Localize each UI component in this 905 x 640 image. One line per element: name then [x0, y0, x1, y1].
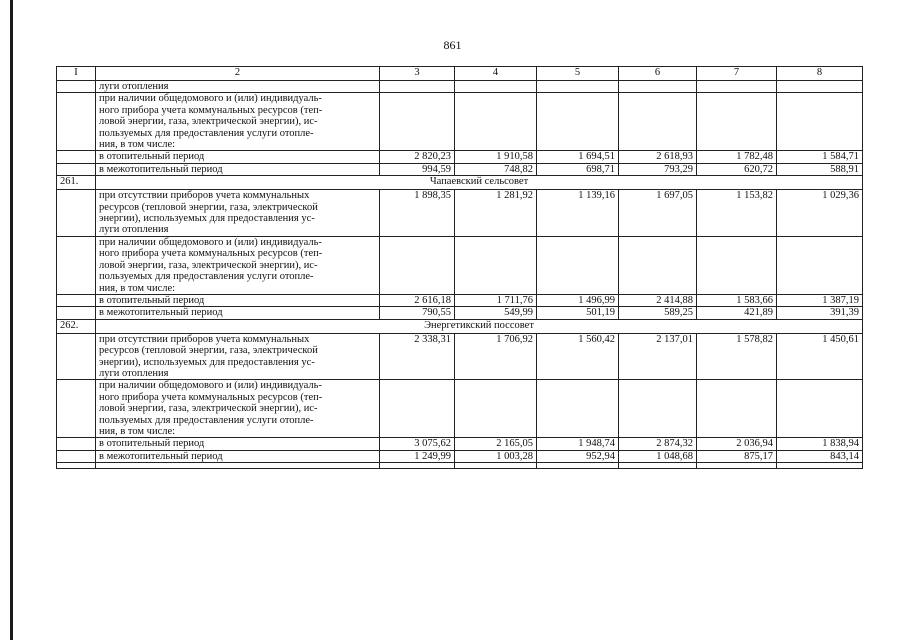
value-cell: 1 139,16 [537, 190, 619, 237]
value-cell: 2 616,18 [380, 294, 455, 306]
value-cell: 1 782,48 [697, 151, 777, 163]
value-cell: 698,71 [537, 163, 619, 175]
value-cell: 1 948,74 [537, 438, 619, 450]
value-cell: 1 697,05 [619, 190, 697, 237]
value-cell: 2 165,05 [455, 438, 537, 450]
value-cell [697, 81, 777, 93]
table-row [57, 151, 863, 163]
value-cell: 994,59 [380, 163, 455, 175]
column-header: 4 [455, 67, 537, 81]
value-cell: 421,89 [697, 307, 777, 319]
value-cell: 843,14 [777, 450, 863, 462]
row-number-cell [57, 380, 96, 438]
value-cell: 1 281,92 [455, 190, 537, 237]
row-number-cell [57, 190, 96, 237]
value-cell [777, 380, 863, 438]
value-cell [619, 93, 697, 151]
table-row [57, 163, 863, 175]
section-row [57, 176, 863, 190]
spacer-row [57, 463, 863, 469]
value-cell: 1 048,68 [619, 450, 697, 462]
value-cell: 2 618,93 [619, 151, 697, 163]
value-cell: 1 910,58 [455, 151, 537, 163]
row-description: в межотопительный период [96, 450, 380, 462]
row-number-cell [57, 93, 96, 151]
value-cell [697, 236, 777, 294]
value-cell: 1 387,19 [777, 294, 863, 306]
value-cell: 748,82 [455, 163, 537, 175]
row-description: луги отопления [96, 81, 380, 93]
column-header: 6 [619, 67, 697, 81]
value-cell: 391,39 [777, 307, 863, 319]
value-cell: 501,19 [537, 307, 619, 319]
empty-cell [380, 463, 455, 469]
value-cell [537, 236, 619, 294]
value-cell: 3 075,62 [380, 438, 455, 450]
empty-cell [455, 463, 537, 469]
row-number-cell [57, 151, 96, 163]
value-cell: 875,17 [697, 450, 777, 462]
table-row [57, 236, 863, 294]
empty-cell [537, 463, 619, 469]
value-cell [455, 81, 537, 93]
row-number-cell [57, 307, 96, 319]
value-cell: 549,99 [455, 307, 537, 319]
row-description: в отопительный период [96, 438, 380, 450]
section-number: 262. [57, 319, 96, 333]
value-cell [777, 81, 863, 93]
value-cell [777, 236, 863, 294]
value-cell: 1 838,94 [777, 438, 863, 450]
row-description: в межотопительный период [96, 163, 380, 175]
value-cell: 2 036,94 [697, 438, 777, 450]
value-cell: 1 029,36 [777, 190, 863, 237]
value-cell: 2 874,32 [619, 438, 697, 450]
value-cell: 2 338,31 [380, 333, 455, 380]
column-header: 8 [777, 67, 863, 81]
value-cell: 589,25 [619, 307, 697, 319]
value-cell [380, 236, 455, 294]
value-cell [537, 93, 619, 151]
page-number: 861 [443, 38, 462, 52]
value-cell: 1 898,35 [380, 190, 455, 237]
row-description: при наличии общедомового и (или) индивидуаль- ного прибора учета коммунальных ресурсов (теп- ловой энергии, газа, электрической энергии), ис- пользуемых для предоставления услуги отопле- ния, в том числе: [96, 93, 380, 151]
value-cell: 952,94 [537, 450, 619, 462]
section-row [57, 319, 863, 333]
table-row [57, 333, 863, 380]
value-cell: 2 137,01 [619, 333, 697, 380]
value-cell [537, 380, 619, 438]
value-cell [697, 380, 777, 438]
value-cell [455, 380, 537, 438]
value-cell: 1 450,61 [777, 333, 863, 380]
value-cell: 1 003,28 [455, 450, 537, 462]
row-description: при наличии общедомового и (или) индивидуаль- ного прибора учета коммунальных ресурсов (теп- ловой энергии, газа, электрической энергии), ис- пользуемых для предоставления услуги отопле- ния, в том числе: [96, 380, 380, 438]
row-description: при отсутствии приборов учета коммунальных ресурсов (тепловой энергии, газа, электрической энергии), используемых для предоставления ус- луги отопления [96, 190, 380, 237]
value-cell: 790,55 [380, 307, 455, 319]
value-cell [380, 380, 455, 438]
value-cell: 1 249,99 [380, 450, 455, 462]
value-cell: 1 578,82 [697, 333, 777, 380]
row-description: в отопительный период [96, 151, 380, 163]
row-description: при наличии общедомового и (или) индивидуаль- ного прибора учета коммунальных ресурсов (теп- ловой энергии, газа, электрической энергии), ис- пользуемых для предоставления услуги отопле- ния, в том числе: [96, 236, 380, 294]
column-header: 3 [380, 67, 455, 81]
value-cell [697, 93, 777, 151]
row-number-cell [57, 236, 96, 294]
section-number: 261. [57, 176, 96, 190]
row-number-cell [57, 81, 96, 93]
section-title: Энергетикский поссовет [96, 319, 863, 333]
value-cell: 793,29 [619, 163, 697, 175]
table-row [57, 93, 863, 151]
value-cell [380, 81, 455, 93]
empty-cell [619, 463, 697, 469]
table-row [57, 81, 863, 93]
table-row [57, 294, 863, 306]
value-cell [619, 81, 697, 93]
value-cell [619, 380, 697, 438]
column-header: 2 [96, 67, 380, 81]
value-cell [455, 236, 537, 294]
value-cell: 1 694,51 [537, 151, 619, 163]
empty-cell [96, 463, 380, 469]
value-cell: 1 153,82 [697, 190, 777, 237]
row-number-cell [57, 438, 96, 450]
row-number-cell [57, 333, 96, 380]
value-cell: 1 706,92 [455, 333, 537, 380]
row-description: при отсутствии приборов учета коммунальных ресурсов (тепловой энергии, газа, электрической энергии), используемых для предоставления ус- луги отопления [96, 333, 380, 380]
table-row [57, 438, 863, 450]
table-row [57, 307, 863, 319]
tariff-table [56, 66, 863, 469]
column-header: I [57, 67, 96, 81]
row-number-cell [57, 163, 96, 175]
value-cell: 620,72 [697, 163, 777, 175]
header-row [57, 67, 863, 81]
column-header: 5 [537, 67, 619, 81]
empty-cell [57, 463, 96, 469]
row-description: в межотопительный период [96, 307, 380, 319]
scan-edge-bar [10, 0, 13, 640]
value-cell [777, 93, 863, 151]
value-cell [619, 236, 697, 294]
value-cell: 2 414,88 [619, 294, 697, 306]
row-description: в отопительный период [96, 294, 380, 306]
value-cell [380, 93, 455, 151]
value-cell: 1 560,42 [537, 333, 619, 380]
table-row [57, 190, 863, 237]
table-row [57, 380, 863, 438]
value-cell: 1 584,71 [777, 151, 863, 163]
value-cell: 588,91 [777, 163, 863, 175]
column-header: 7 [697, 67, 777, 81]
value-cell [455, 93, 537, 151]
value-cell: 1 496,99 [537, 294, 619, 306]
empty-cell [697, 463, 777, 469]
table-row [57, 450, 863, 462]
value-cell: 1 711,76 [455, 294, 537, 306]
section-title: Чапаевский сельсовет [96, 176, 863, 190]
value-cell: 2 820,23 [380, 151, 455, 163]
row-number-cell [57, 294, 96, 306]
value-cell [537, 81, 619, 93]
value-cell: 1 583,66 [697, 294, 777, 306]
row-number-cell [57, 450, 96, 462]
empty-cell [777, 463, 863, 469]
